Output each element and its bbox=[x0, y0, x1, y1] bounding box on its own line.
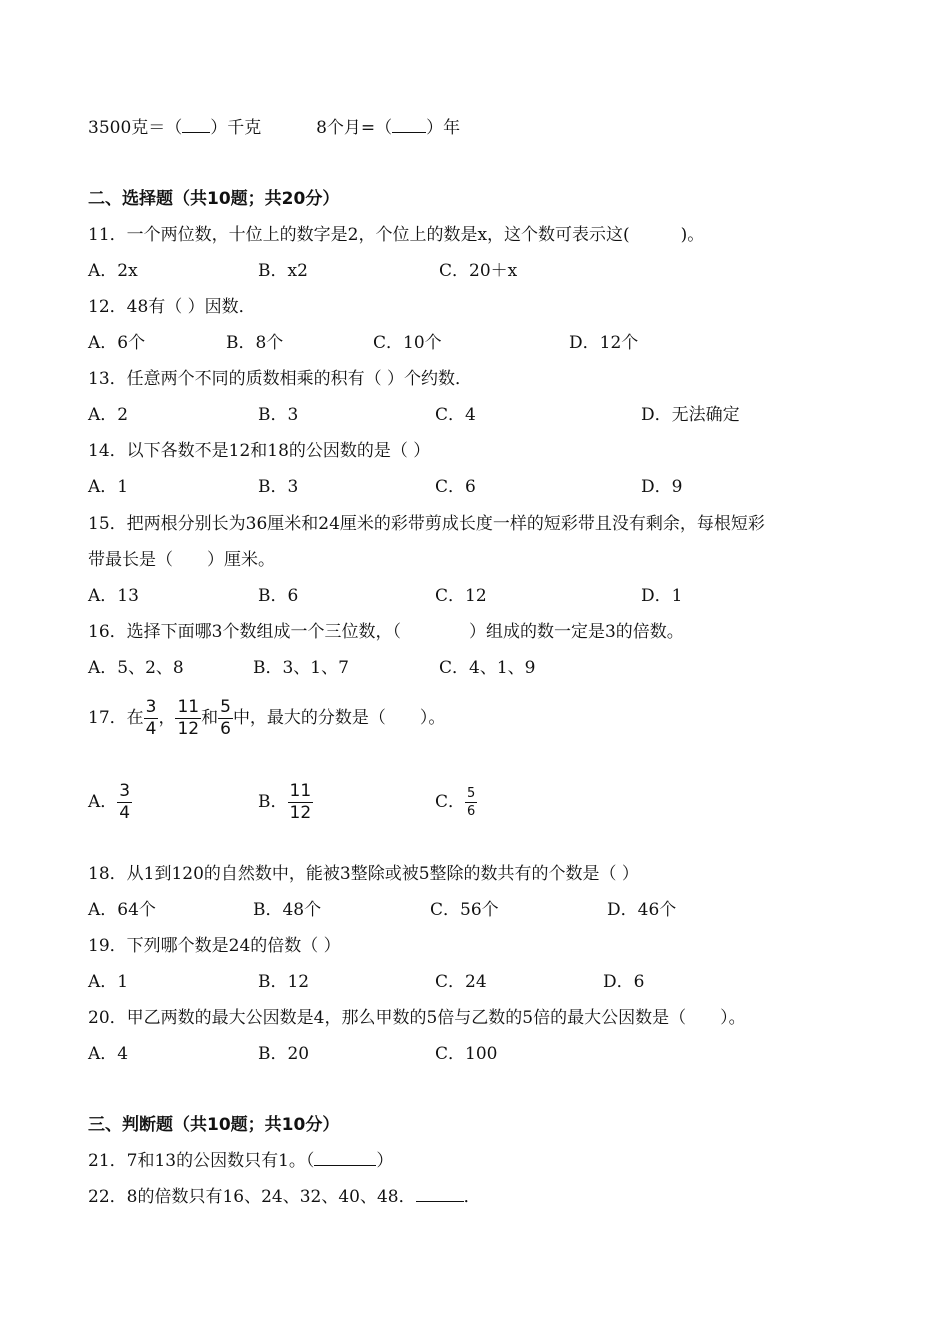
blank-question-kg-prefix: 3500克＝（ bbox=[88, 118, 183, 138]
q13-option-d[interactable]: D．无法确定 bbox=[641, 405, 740, 425]
question-16: 16．选择下面哪3个数组成一个三位数，（ ）组成的数一定是3的倍数。 bbox=[88, 622, 684, 642]
question-21 bbox=[88, 1149, 393, 1173]
option-fraction bbox=[288, 780, 314, 823]
question-18: 18．从1到120的自然数中，能被3整除或被5整除的数共有的个数是（ ） bbox=[88, 864, 639, 884]
q17-prefix: 17．在 bbox=[88, 708, 144, 728]
blank-question-year-prefix: 8个月=（ bbox=[316, 118, 393, 138]
q22-text: 22．8的倍数只有16、24、32、40、48． bbox=[88, 1187, 416, 1207]
question-14: 14．以下各数不是12和18的公因数的是（ ） bbox=[88, 441, 431, 461]
q14-option-b[interactable]: B．3 bbox=[258, 477, 299, 497]
fraction-numerator: 3 bbox=[145, 696, 157, 717]
q17-fraction-11-12 bbox=[175, 696, 201, 739]
section-heading-judgment: 三、判断题（共10题；共10分） bbox=[88, 1115, 340, 1135]
fraction-denominator: 6 bbox=[220, 718, 231, 739]
q15-option-d[interactable]: D．1 bbox=[641, 586, 683, 606]
q18-option-a[interactable]: A．64个 bbox=[88, 900, 156, 920]
q11-option-c[interactable]: C．20＋x bbox=[439, 261, 518, 281]
q11-option-b[interactable]: B．x2 bbox=[258, 261, 308, 281]
q19-option-b[interactable]: B．12 bbox=[258, 972, 310, 992]
q11-option-a[interactable]: A．2x bbox=[88, 261, 138, 281]
question-20: 20．甲乙两数的最大公因数是4，那么甲数的5倍与乙数的5倍的最大公因数是（ ）。 bbox=[88, 1008, 746, 1028]
q12-option-b[interactable]: B．8个 bbox=[226, 333, 284, 353]
q19-option-d[interactable]: D．6 bbox=[603, 972, 645, 992]
q20-option-c[interactable]: C．100 bbox=[435, 1044, 498, 1064]
fraction-numerator: 3 bbox=[119, 780, 131, 801]
question-11: 11．一个两位数，十位上的数字是2，个位上的数是x，这个数可表示这( )。 bbox=[88, 225, 705, 245]
q17-option-a[interactable] bbox=[88, 774, 132, 830]
fill-blank-line bbox=[88, 116, 460, 140]
q19-option-c[interactable]: C．24 bbox=[435, 972, 487, 992]
q14-option-d[interactable]: D．9 bbox=[641, 477, 683, 497]
fraction-denominator: 4 bbox=[145, 718, 157, 739]
answer-blank-21[interactable] bbox=[314, 1165, 376, 1166]
question-13: 13．任意两个不同的质数相乘的积有（ ）个约数． bbox=[88, 369, 473, 389]
answer-blank-year[interactable] bbox=[392, 132, 426, 133]
q12-option-c[interactable]: C．10个 bbox=[373, 333, 442, 353]
fraction-numerator: 11 bbox=[177, 696, 200, 717]
q22-suffix: ． bbox=[463, 1187, 481, 1207]
q20-option-b[interactable]: B．20 bbox=[258, 1044, 310, 1064]
section-heading-choice: 二、选择题（共10题；共20分） bbox=[88, 189, 340, 209]
q17-and: 和 bbox=[201, 708, 219, 728]
q17-separator: ， bbox=[158, 708, 176, 728]
q19-option-a[interactable]: A．1 bbox=[88, 972, 129, 992]
blank-question-kg-suffix: ）千克 bbox=[210, 118, 262, 138]
q14-option-c[interactable]: C．6 bbox=[435, 477, 476, 497]
fraction-denominator: 6 bbox=[467, 803, 476, 819]
q17-option-c[interactable] bbox=[435, 774, 477, 830]
option-label: A． bbox=[88, 792, 118, 812]
q17-fraction-3-4 bbox=[144, 696, 159, 739]
q15-option-c[interactable]: C．12 bbox=[435, 586, 487, 606]
q17-suffix: 中，最大的分数是（ ）。 bbox=[232, 708, 446, 728]
q16-option-a[interactable]: A．5、2、8 bbox=[88, 658, 184, 678]
fraction-numerator: 5 bbox=[220, 696, 231, 717]
fraction-denominator: 12 bbox=[289, 802, 312, 823]
q18-option-c[interactable]: C．56个 bbox=[430, 900, 499, 920]
option-label: B． bbox=[258, 792, 288, 812]
q21-suffix: ） bbox=[376, 1151, 394, 1171]
q15-option-a[interactable]: A．13 bbox=[88, 586, 139, 606]
option-label: C． bbox=[435, 792, 466, 812]
q16-option-c[interactable]: C．4、1、9 bbox=[439, 658, 536, 678]
q13-option-b[interactable]: B．3 bbox=[258, 405, 299, 425]
answer-blank-22[interactable] bbox=[416, 1201, 464, 1202]
q15-option-b[interactable]: B．6 bbox=[258, 586, 299, 606]
fraction-denominator: 4 bbox=[119, 802, 131, 823]
q18-option-b[interactable]: B．48个 bbox=[253, 900, 322, 920]
q13-option-c[interactable]: C．4 bbox=[435, 405, 476, 425]
q12-option-d[interactable]: D．12个 bbox=[569, 333, 639, 353]
q21-text: 21．7和13的公因数只有1。（ bbox=[88, 1151, 315, 1171]
q12-option-a[interactable]: A．6个 bbox=[88, 333, 146, 353]
question-15-line2: 带最长是（ ）厘米。 bbox=[88, 550, 275, 570]
question-17 bbox=[88, 690, 445, 746]
q17-fraction-5-6 bbox=[218, 696, 233, 739]
fraction-numerator: 5 bbox=[467, 785, 476, 801]
option-fraction bbox=[465, 787, 477, 818]
answer-blank-kg[interactable] bbox=[182, 132, 210, 133]
q18-option-d[interactable]: D．46个 bbox=[607, 900, 677, 920]
question-15-line1: 15．把两根分别长为36厘米和24厘米的彩带剪成长度一样的短彩带且没有剩余，每根短彩 bbox=[88, 514, 765, 534]
question-12: 12．48有（ ）因数． bbox=[88, 297, 256, 317]
fraction-numerator: 11 bbox=[289, 780, 312, 801]
q13-option-a[interactable]: A．2 bbox=[88, 405, 129, 425]
q16-option-b[interactable]: B．3、1、7 bbox=[253, 658, 349, 678]
q17-option-b[interactable] bbox=[258, 774, 313, 830]
question-19: 19．下列哪个数是24的倍数（ ） bbox=[88, 936, 341, 956]
question-22 bbox=[88, 1185, 481, 1209]
q14-option-a[interactable]: A．1 bbox=[88, 477, 129, 497]
q20-option-a[interactable]: A．4 bbox=[88, 1044, 129, 1064]
blank-question-year-suffix: ）年 bbox=[426, 118, 461, 138]
fraction-denominator: 12 bbox=[177, 718, 200, 739]
option-fraction bbox=[117, 780, 132, 823]
